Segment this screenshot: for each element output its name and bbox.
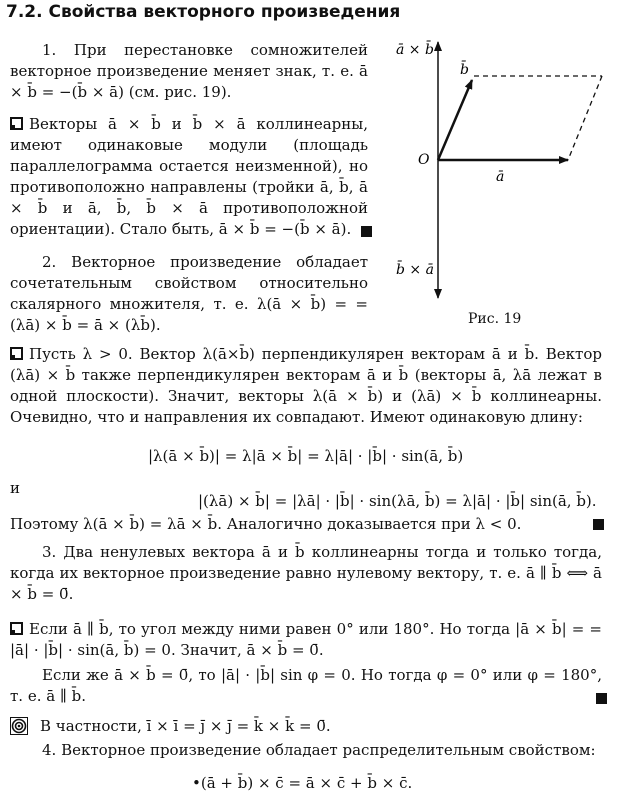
label-a-cross-b: ā × b̄ — [396, 42, 434, 58]
remark-target-icon — [10, 717, 28, 735]
property-2-proof — [10, 344, 602, 428]
formula-length-2: |(λā) × b̄| = |λā| · |b̄| · sin(λā, b̄) = λ|ā| · |b̄| sin(ā, b̄). — [198, 492, 597, 510]
section-title: 7.2. Свойства векторного произведения — [6, 2, 401, 22]
property-1-proof — [10, 114, 368, 240]
proof-start-icon — [10, 347, 23, 360]
proof-end-icon — [596, 693, 607, 704]
label-a: ā — [496, 169, 505, 185]
figure-19-diagram — [396, 36, 618, 308]
proof-end-icon — [593, 519, 604, 530]
property-2-statement: 2. Векторное произведение обладает сочетательным свойством относительно скалярного множителя, т. е. λ(ā × b̄) = = (λā) × b̄ = ā × (λb̄). — [10, 253, 368, 334]
property-3-statement: 3. Два ненулевых вектора ā и b̄ коллинеарны тогда и только тогда, когда их векторное произведение равно нулевому вектору, т. е. ā ∥ b̄ ⟺ ā × b̄ = 0̄. — [10, 543, 602, 603]
remark-text: В частности, ī × ī = j̄ × j̄ = k̄ × k̄ = 0̄. — [40, 717, 331, 735]
label-b: b̄ — [460, 62, 469, 78]
label-origin: O — [418, 152, 430, 168]
proof-end-icon — [361, 226, 372, 237]
label-b-cross-a: b̄ × ā — [396, 262, 434, 278]
conjunction: и — [10, 479, 20, 497]
formula-length-1: |λ(ā × b̄)| = λ|ā × b̄| = λ|ā| · |b̄| · sin(ā, b̄) — [148, 447, 464, 465]
property-2-conclusion: Поэтому λ(ā × b̄) = λā × b̄. Аналогично доказывается при λ < 0. — [10, 515, 522, 533]
parallelogram-right-edge — [568, 76, 602, 160]
property-3-proof-1 — [10, 619, 602, 661]
property-4-statement: 4. Векторное произведение обладает распределительным свойством: — [42, 741, 596, 759]
figure-caption: Рис. 19 — [468, 311, 522, 327]
proof-start-icon — [10, 117, 23, 130]
property-3-proof-2: Если же ā × b̄ = 0̄, то |ā| · |b̄| sin φ = 0. Но тогда φ = 0° или φ = 180°, т. е. ā ∥ b̄. — [10, 666, 602, 705]
property-3-proof-1-text: Если ā ∥ b̄, то угол между ними равен 0° или 180°. Но тогда |ā × b̄| = = |ā| · |b̄| · sin(ā, b̄) = 0. Значит, ā × b̄ = 0̄. — [10, 620, 602, 659]
vector-b-arrow — [438, 80, 472, 160]
formula-distributive: •(ā + b̄) × c̄ = ā × c̄ + b̄ × c̄. — [192, 774, 413, 792]
proof-start-icon — [10, 622, 23, 635]
property-2-proof-text: Пусть λ > 0. Вектор λ(ā×b̄) перпендикулярен векторам ā и b̄. Вектор (λā) × b̄ также перпендикулярен векторам ā и b̄ (векторы ā, λā лежат в одной плоскости). Значит, векторы λ(ā × b̄) и (λā) × b̄ коллинеарны. Очевидно, что и направления их совпадают. Имеют одинаковую длину: — [10, 345, 602, 426]
property-1-statement: 1. При перестановке сомножителей векторное произведение меняет знак, т. е. ā × b̄ = −(b̄ × ā) (см. рис. 19). — [10, 41, 368, 101]
property-1-proof-text: Векторы ā × b̄ и b̄ × ā коллинеарны, имеют одинаковые модули (площадь параллелограмма остается неизменной), но противоположно направлены (тройки ā, b̄, ā × b̄ и ā, b̄, b̄ × ā противоположной ориентации). Стало быть, ā × b̄ = −(b̄ × ā). — [10, 115, 368, 238]
